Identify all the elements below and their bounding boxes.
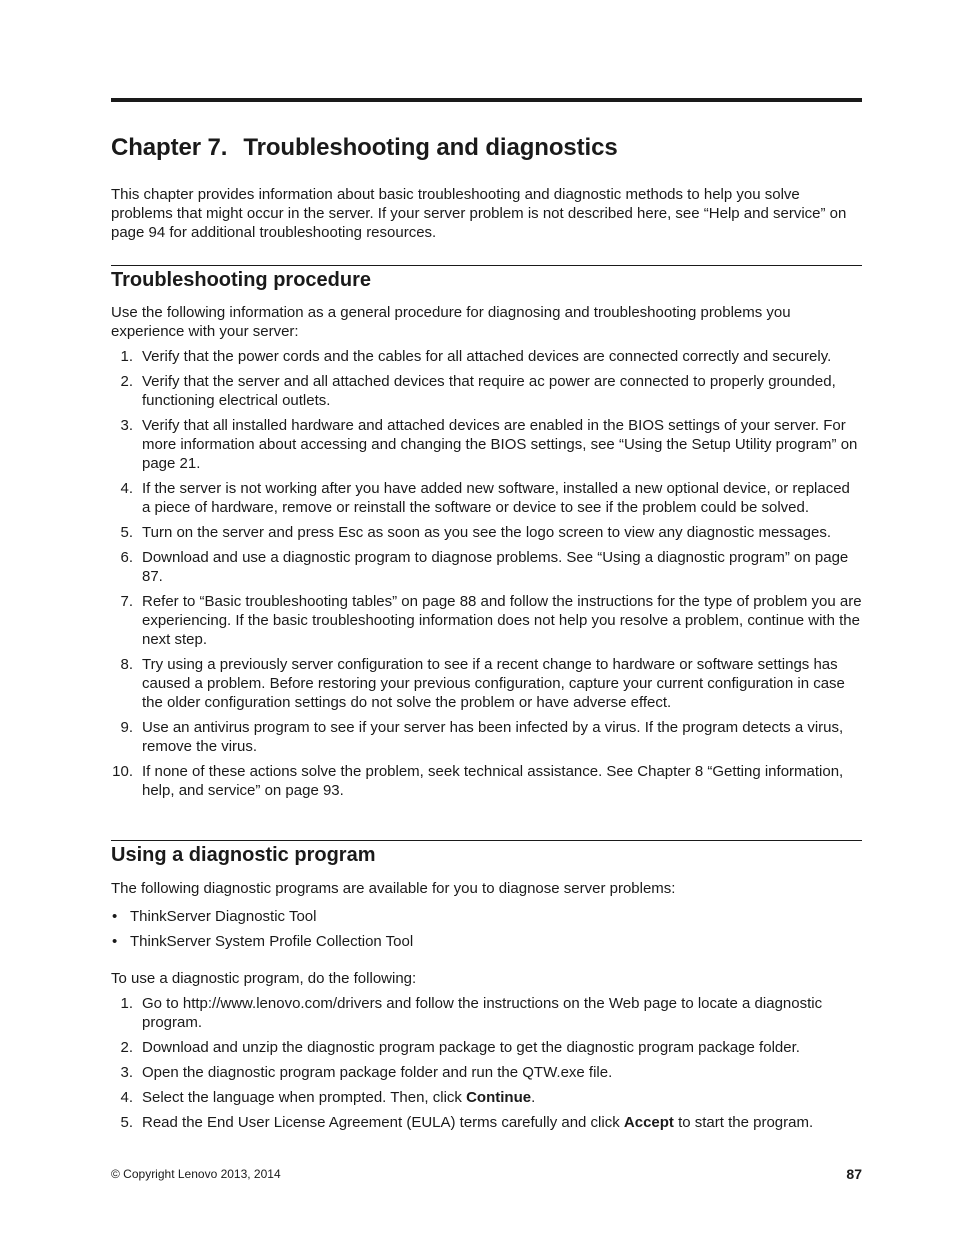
tool-name: ThinkServer Diagnostic Tool: [130, 908, 317, 925]
step-number: 8.: [120, 656, 133, 673]
step-text: If none of these actions solve the problem, seek technical assistance. See Chapter 8 “Getting information, help, and service” on page 93.: [142, 763, 844, 799]
diagnostic-step: [111, 1063, 862, 1082]
diagnostic-tools-list: [111, 907, 862, 957]
tool-list-item: [111, 932, 862, 951]
chapter-title-text: Troubleshooting and diagnostics: [243, 134, 618, 161]
step-text: Verify that the power cords and the cables for all attached devices are connected correctly and securely.: [142, 348, 832, 365]
step-text: to start the program.: [673, 1114, 814, 1131]
step-number: 3.: [120, 1064, 133, 1081]
step-emphasis: Accept: [623, 1114, 674, 1131]
step-number: 6.: [120, 549, 133, 566]
procedure-step: [111, 718, 862, 756]
step-number: 7.: [120, 593, 133, 610]
section-heading-diagnostic: Using a diagnostic program: [111, 844, 376, 866]
step-text: Try using a previously server configuration to see if a recent change to hardware or software settings has caused a problem. Before restoring your previous configuration, capture your current configuration in case the older configuration settings do not solve the problem or have adverse effect.: [142, 656, 845, 711]
procedure-step: [111, 655, 862, 712]
procedure-step: [111, 592, 862, 649]
step-number: 4.: [120, 480, 133, 497]
tool-list-item: [111, 907, 862, 926]
step-text: Verify that the server and all attached devices that require ac power are connected to properly grounded, functioning electrical outlets.: [142, 373, 836, 409]
procedure-steps-list: [111, 347, 862, 806]
diagnostic-intro: The following diagnostic programs are available for you to diagnose server problems:: [111, 880, 676, 897]
step-number: 2.: [120, 373, 133, 390]
step-text: Use an antivirus program to see if your server has been infected by a virus. If the program detects a virus, remove the virus.: [142, 719, 844, 755]
step-text: Turn on the server and press Esc as soon as you see the logo screen to view any diagnostic messages.: [142, 524, 831, 541]
step-text: Download and use a diagnostic program to diagnose problems. See “Using a diagnostic program” on page 87.: [142, 549, 849, 585]
step-text: Open the diagnostic program package folder and run the QTW.exe file.: [142, 1064, 613, 1081]
procedure-step: [111, 479, 862, 517]
diagnostic-step: [111, 1113, 862, 1132]
diagnostic-step: [111, 1038, 862, 1057]
chapter-intro: This chapter provides information about basic troubleshooting and diagnostic methods to help you solve problems that might occur in the server. If your server problem is not described here, see “Help and service” on page 94 for additional troubleshooting resources.: [111, 186, 847, 241]
section-heading-procedure: Troubleshooting procedure: [111, 269, 372, 291]
step-number: 3.: [120, 417, 133, 434]
diagnostic-step: [111, 1088, 862, 1107]
chapter-title: [111, 134, 618, 162]
chapter-top-rule: [111, 98, 862, 102]
step-text: Refer to “Basic troubleshooting tables” on page 88 and follow the instructions for the type of problem you are experiencing. If the basic troubleshooting information does not help you resolve a problem, continue with the next step.: [142, 593, 862, 648]
procedure-step: [111, 347, 862, 366]
footer-copyright: © Copyright Lenovo 2013, 2014: [111, 1167, 281, 1181]
procedure-step: [111, 548, 862, 586]
section-rule-procedure: [111, 265, 862, 266]
step-number: 5.: [120, 524, 133, 541]
step-text: Download and unzip the diagnostic program package to get the diagnostic program package folder.: [142, 1039, 800, 1056]
tool-name: ThinkServer System Profile Collection Tool: [130, 933, 414, 950]
step-number: 2.: [120, 1039, 133, 1056]
procedure-step: [111, 416, 862, 473]
step-text: Go to http://www.lenovo.com/drivers and follow the instructions on the Web page to locate a diagnostic program.: [142, 995, 823, 1031]
procedure-step: [111, 523, 862, 542]
step-number: 10.: [112, 763, 133, 780]
step-number: 1.: [120, 348, 133, 365]
footer-page-number: 87: [846, 1166, 862, 1182]
step-text: Select the language when prompted. Then, click: [142, 1089, 467, 1106]
diagnostic-howto: To use a diagnostic program, do the following:: [111, 970, 417, 987]
step-number: 4.: [120, 1089, 133, 1106]
procedure-intro: Use the following information as a general procedure for diagnosing and troubleshooting problems you experience with your server:: [111, 304, 791, 340]
step-text: Verify that all installed hardware and attached devices are enabled in the BIOS settings of your server. For more information about accessing and changing the BIOS settings, see “Using the Setup Utility program” on page 21.: [142, 417, 858, 472]
step-number: 1.: [120, 995, 133, 1012]
step-text: .: [531, 1089, 536, 1106]
procedure-step: [111, 372, 862, 410]
bullet-icon: •: [112, 933, 118, 950]
step-emphasis: Continue: [466, 1089, 532, 1106]
chapter-number: Chapter 7.: [111, 134, 228, 161]
step-number: 5.: [120, 1114, 133, 1131]
diagnostic-step: [111, 994, 862, 1032]
bullet-icon: •: [112, 908, 118, 925]
diagnostic-steps-list: [111, 994, 862, 1138]
section-rule-diagnostic: [111, 840, 862, 841]
step-text: If the server is not working after you have added new software, installed a new optional device, or replaced a piece of hardware, remove or reinstall the software or device to see if the problem could be solved.: [142, 480, 850, 516]
procedure-step: [111, 762, 862, 800]
step-number: 9.: [120, 719, 133, 736]
step-text: Read the End User License Agreement (EULA) terms carefully and click: [142, 1114, 624, 1131]
